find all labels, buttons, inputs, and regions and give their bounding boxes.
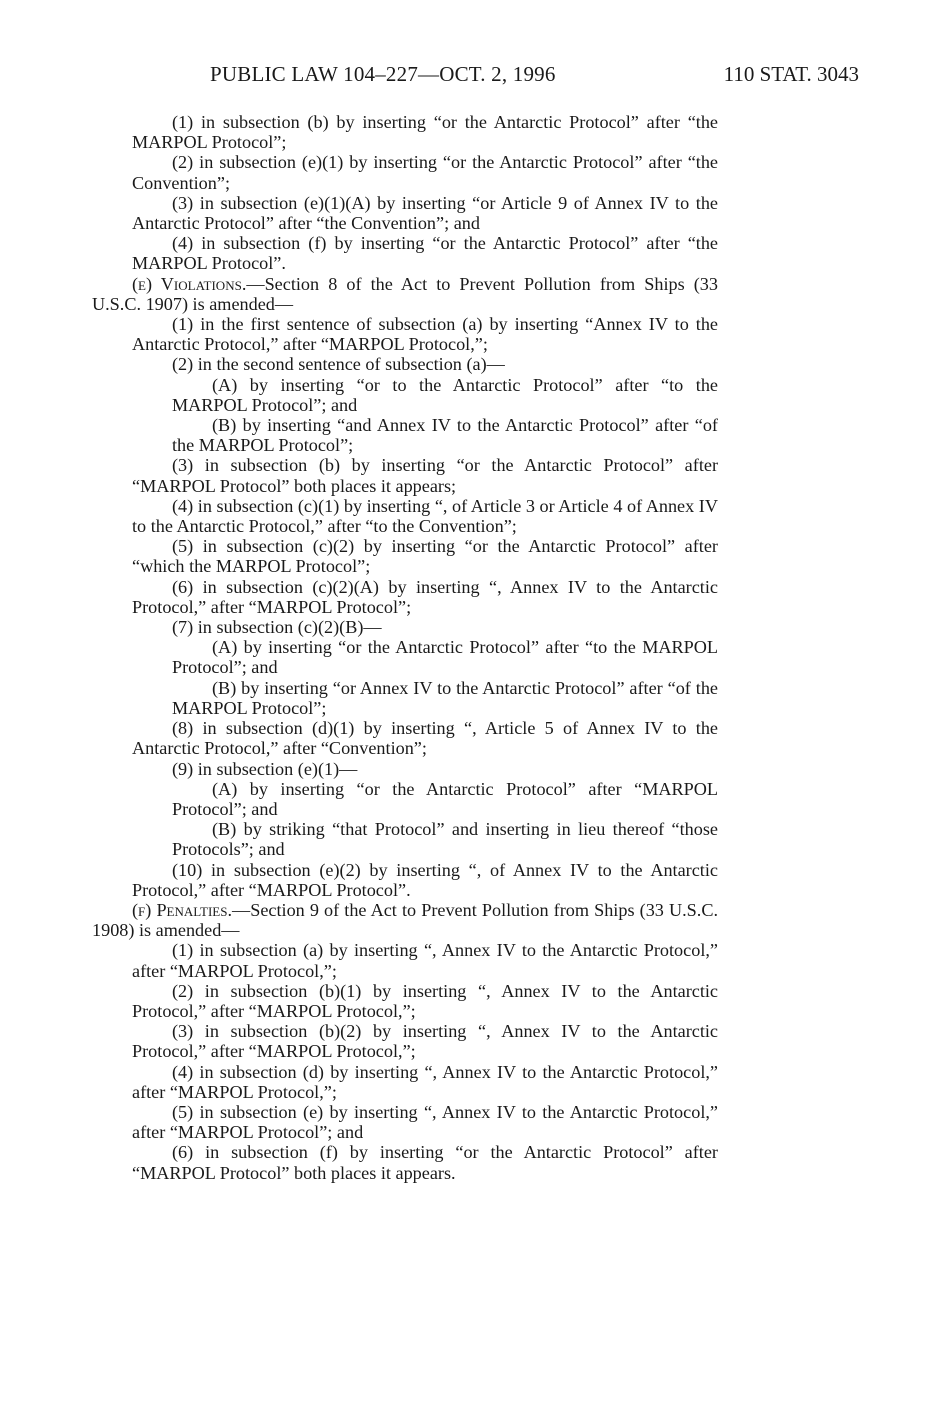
running-head: PUBLIC LAW 104–227—OCT. 2, 1996	[210, 62, 556, 86]
subclause-paragraph	[92, 779, 718, 819]
clause-paragraph	[92, 759, 718, 779]
paragraph-text: (B) by inserting “and Annex IV to the Antarctic Protocol” after “of the MARPOL Protocol”;	[172, 415, 718, 456]
page-header	[0, 62, 949, 92]
paragraph-text: (3) in subsection (e)(1)(A) by inserting “or Article 9 of Annex IV to the Antarctic Protocol” after “the Convention”; and	[132, 192, 718, 234]
paragraph-text: (B) by inserting “or Annex IV to the Antarctic Protocol” after “of the MARPOL Protocol”;	[172, 677, 718, 718]
clause-paragraph	[92, 193, 718, 233]
paragraph-text: (1) in subsection (b) by inserting “or the Antarctic Protocol” after “the MARPOL Protocol”;	[132, 112, 718, 153]
clause-paragraph	[92, 860, 718, 900]
paragraph-text: (5) in subsection (c)(2) by inserting “or the Antarctic Protocol” after “which the MARPOL Protocol”;	[132, 536, 718, 577]
clause-paragraph	[92, 354, 718, 374]
clause-paragraph	[92, 112, 718, 152]
paragraph-text: (4) in subsection (d) by inserting “, Annex IV to the Antarctic Protocol,” after “MARPOL Protocol,”;	[132, 1061, 718, 1102]
clause-paragraph	[92, 577, 718, 617]
paragraph-text: (2) in subsection (b)(1) by inserting “, Annex IV to the Antarctic Protocol,” after “MARPOL Protocol,”;	[132, 980, 718, 1021]
paragraph-text: (4) in subsection (f) by inserting “or the Antarctic Protocol” after “the MARPOL Protocol”.	[132, 233, 718, 274]
paragraph-text: (10) in subsection (e)(2) by inserting “, of Annex IV to the Antarctic Protocol,” after “MARPOL Protocol”.	[132, 859, 718, 900]
statute-body	[92, 112, 718, 1183]
paragraph-text: (8) in subsection (d)(1) by inserting “, Article 5 of Annex IV to the Antarctic Protocol,” after “Convention”;	[132, 718, 718, 759]
clause-paragraph	[92, 152, 718, 192]
paragraph-text: (6) in subsection (f) by inserting “or the Antarctic Protocol” after “MARPOL Protocol” both places it appears.	[132, 1142, 718, 1183]
clause-paragraph	[92, 718, 718, 758]
clause-paragraph	[92, 455, 718, 495]
paragraph-text: (1) in subsection (a) by inserting “, Annex IV to the Antarctic Protocol,” after “MARPOL Protocol,”;	[132, 940, 718, 981]
paragraph-text: (3) in subsection (b) by inserting “or the Antarctic Protocol” after “MARPOL Protocol” both places it appears;	[132, 455, 718, 496]
clause-paragraph	[92, 1142, 718, 1182]
paragraph-text: (A) by inserting “or to the Antarctic Protocol” after “to the MARPOL Protocol”; and	[172, 374, 718, 415]
paragraph-text: (3) in subsection (b)(2) by inserting “, Annex IV to the Antarctic Protocol,” after “MARPOL Protocol,”;	[132, 1021, 718, 1062]
subclause-paragraph	[92, 819, 718, 859]
clause-paragraph	[92, 314, 718, 354]
subclause-paragraph	[92, 678, 718, 718]
paragraph-text: (2) in the second sentence of subsection (a)—	[172, 354, 505, 375]
clause-paragraph	[92, 617, 718, 637]
paragraph-text: —Section 9 of the Act to Prevent Pollution from Ships (33 U.S.C. 1908) is amended—	[92, 899, 718, 941]
subclause-paragraph	[92, 637, 718, 677]
subclause-paragraph	[92, 415, 718, 455]
paragraph-text: (B) by striking “that Protocol” and inserting in lieu thereof “those Protocols”; and	[172, 819, 718, 860]
clause-paragraph	[92, 536, 718, 576]
paragraph-text: (A) by inserting “or the Antarctic Protocol” after “to the MARPOL Protocol”; and	[172, 637, 718, 678]
clause-paragraph	[92, 1021, 718, 1061]
clause-paragraph	[92, 1102, 718, 1142]
paragraph-text: (2) in subsection (e)(1) by inserting “or the Antarctic Protocol” after “the Convention”;	[132, 152, 718, 193]
paragraph-text: (6) in subsection (c)(2)(A) by inserting “, Annex IV to the Antarctic Protocol,” after “MARPOL Protocol”;	[132, 576, 718, 617]
clause-paragraph	[92, 940, 718, 980]
paragraph-text: (7) in subsection (c)(2)(B)—	[172, 617, 382, 638]
section-paragraph	[92, 274, 718, 314]
paragraph-text: (A) by inserting “or the Antarctic Protocol” after “MARPOL Protocol”; and	[172, 778, 718, 819]
subclause-paragraph	[92, 375, 718, 415]
paragraph-text: —Section 8 of the Act to Prevent Pollution from Ships (33 U.S.C. 1907) is amended—	[92, 273, 718, 314]
clause-paragraph	[92, 1062, 718, 1102]
paragraph-text: (1) in the first sentence of subsection (a) by inserting “Annex IV to the Antarctic Protocol,” after “MARPOL Protocol,”;	[132, 314, 718, 355]
section-paragraph	[92, 900, 718, 940]
paragraph-text: (4) in subsection (c)(1) by inserting “, of Article 3 or Article 4 of Annex IV to the Antarctic Protocol,” after “to the Convention”;	[132, 495, 718, 537]
section-heading: (f) Penalties.	[132, 899, 233, 920]
clause-paragraph	[92, 496, 718, 536]
paragraph-text: (9) in subsection (e)(1)—	[172, 758, 358, 779]
clause-paragraph	[92, 233, 718, 273]
section-heading: (e) Violations.	[132, 273, 247, 294]
clause-paragraph	[92, 981, 718, 1021]
paragraph-text: (5) in subsection (e) by inserting “, Annex IV to the Antarctic Protocol,” after “MARPOL Protocol”; and	[132, 1101, 718, 1143]
stat-page-number: 110 STAT. 3043	[723, 62, 859, 86]
